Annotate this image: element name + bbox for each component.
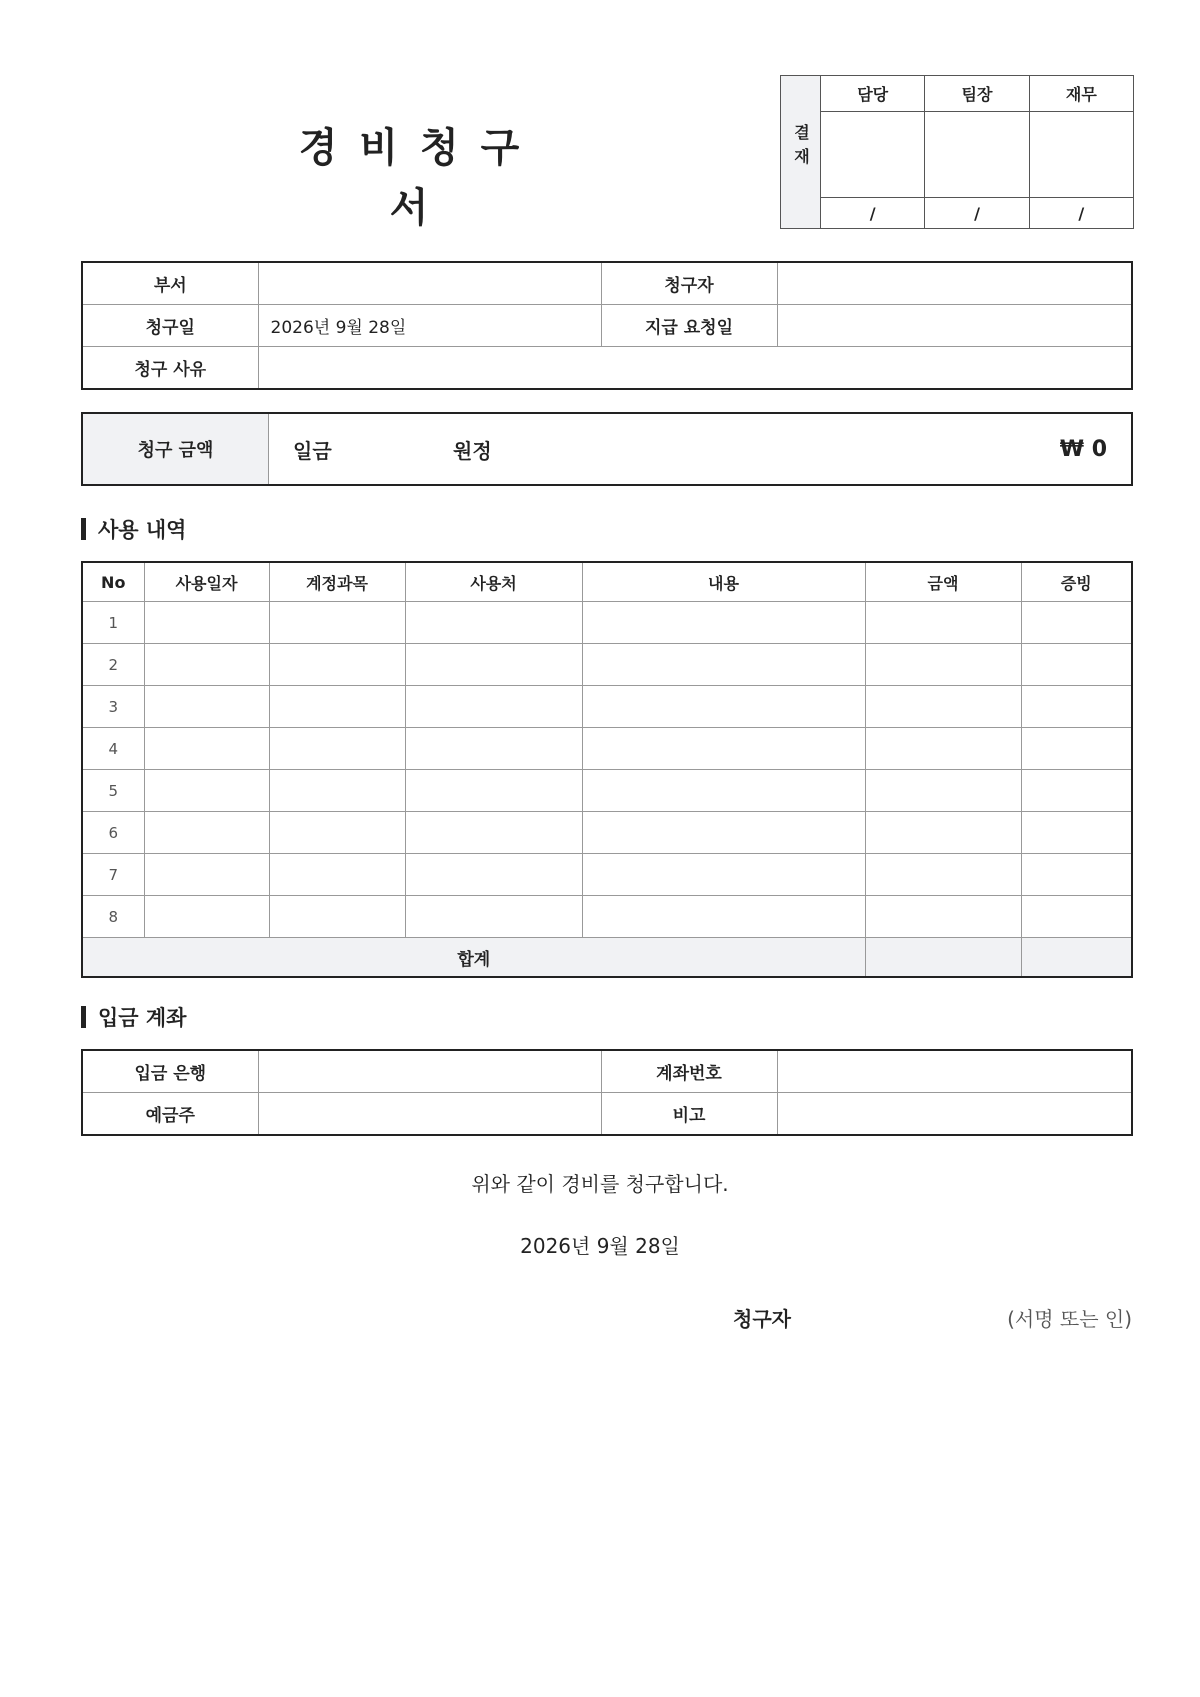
row-amount-cell[interactable] (865, 602, 1021, 644)
row-receipt-cell[interactable] (1021, 686, 1132, 728)
row-description-cell[interactable] (582, 728, 865, 770)
row-amount-cell[interactable] (865, 644, 1021, 686)
row-amount-cell[interactable] (865, 854, 1021, 896)
account-heading-text: 입금 계좌 (98, 1006, 187, 1030)
heading-bar (81, 518, 86, 540)
row-date-cell[interactable] (144, 602, 269, 644)
usage-table (81, 561, 1133, 978)
row-amount-cell[interactable] (865, 686, 1021, 728)
approval-side-label: 결재 (781, 76, 821, 229)
approval-role-lead: 팀장 (925, 76, 1029, 112)
account-section-heading (81, 1002, 186, 1032)
amount-suffix: 원정 (453, 438, 492, 463)
table-row (82, 602, 1132, 644)
row-receipt-cell[interactable] (1021, 728, 1132, 770)
row-vendor-cell[interactable] (405, 770, 582, 812)
row-date-cell[interactable] (144, 644, 269, 686)
row-receipt-cell[interactable] (1021, 896, 1132, 938)
column-header-date: 사용일자 (144, 562, 269, 602)
table-row (82, 686, 1132, 728)
signer-label: 청구자 (733, 1307, 791, 1331)
row-amount-cell[interactable] (865, 728, 1021, 770)
account-number-label: 계좌번호 (601, 1050, 777, 1093)
table-row (82, 770, 1132, 812)
claim-amount-box (81, 412, 1133, 486)
row-account-cell[interactable] (269, 770, 405, 812)
heading-bar (81, 1006, 86, 1028)
reason-field[interactable] (258, 347, 1132, 390)
signature-hint[interactable]: (서명 또는 인) (1007, 1307, 1132, 1331)
approval-date-staff[interactable]: / (821, 198, 925, 229)
row-description-cell[interactable] (582, 812, 865, 854)
account-holder-label: 예금주 (82, 1093, 258, 1136)
column-header-amount: 금액 (865, 562, 1021, 602)
row-description-cell[interactable] (582, 896, 865, 938)
bank-label: 입금 은행 (82, 1050, 258, 1093)
note-field[interactable] (777, 1093, 1132, 1136)
payment-date-field[interactable] (777, 305, 1132, 347)
row-receipt-cell[interactable] (1021, 812, 1132, 854)
bank-field[interactable] (258, 1050, 601, 1093)
row-no-cell: 1 (82, 602, 144, 644)
row-description-cell[interactable] (582, 644, 865, 686)
column-header-receipt: 증빙 (1021, 562, 1132, 602)
row-date-cell[interactable] (144, 854, 269, 896)
claim-date-label: 청구일 (82, 305, 258, 347)
row-vendor-cell[interactable] (405, 854, 582, 896)
reason-label: 청구 사유 (82, 347, 258, 390)
column-header-description: 내용 (582, 562, 865, 602)
approval-sign-finance[interactable] (1029, 111, 1133, 198)
row-amount-cell[interactable] (865, 896, 1021, 938)
department-label: 부서 (82, 262, 258, 305)
approval-box (780, 75, 1134, 229)
note-label: 비고 (601, 1093, 777, 1136)
approval-sign-lead[interactable] (925, 111, 1029, 198)
account-holder-field[interactable] (258, 1093, 601, 1136)
column-header-account: 계정과목 (269, 562, 405, 602)
row-date-cell[interactable] (144, 728, 269, 770)
row-vendor-cell[interactable] (405, 896, 582, 938)
claim-amount-label: 청구 금액 (83, 414, 269, 484)
row-date-cell[interactable] (144, 896, 269, 938)
row-description-cell[interactable] (582, 686, 865, 728)
row-date-cell[interactable] (144, 812, 269, 854)
row-account-cell[interactable] (269, 644, 405, 686)
claimant-field[interactable] (777, 262, 1132, 305)
approval-role-finance: 재무 (1029, 76, 1133, 112)
row-account-cell[interactable] (269, 686, 405, 728)
row-description-cell[interactable] (582, 602, 865, 644)
row-vendor-cell[interactable] (405, 644, 582, 686)
row-receipt-cell[interactable] (1021, 602, 1132, 644)
row-account-cell[interactable] (269, 728, 405, 770)
row-account-cell[interactable] (269, 812, 405, 854)
usage-section-heading (81, 514, 186, 544)
approval-sign-staff[interactable] (821, 111, 925, 198)
row-date-cell[interactable] (144, 686, 269, 728)
claim-info-table (81, 261, 1133, 390)
approval-role-staff: 담당 (821, 76, 925, 112)
total-receipt-cell[interactable] (1021, 938, 1132, 978)
row-vendor-cell[interactable] (405, 602, 582, 644)
page-title: 경비청구서 (298, 125, 542, 231)
column-header-vendor: 사용처 (405, 562, 582, 602)
row-account-cell[interactable] (269, 896, 405, 938)
claim-amount-field[interactable] (269, 414, 1131, 484)
row-no-cell: 7 (82, 854, 144, 896)
payment-date-label: 지급 요청일 (601, 305, 777, 347)
account-number-field[interactable] (777, 1050, 1132, 1093)
claim-statement: 위와 같이 경비를 청구합니다. (471, 1172, 729, 1196)
row-no-cell: 3 (82, 686, 144, 728)
row-vendor-cell[interactable] (405, 812, 582, 854)
row-no-cell: 5 (82, 770, 144, 812)
table-row (82, 644, 1132, 686)
amount-value: ₩ 0 (1059, 436, 1107, 462)
department-field[interactable] (258, 262, 601, 305)
row-receipt-cell[interactable] (1021, 770, 1132, 812)
total-amount-cell[interactable] (865, 938, 1021, 978)
row-vendor-cell[interactable] (405, 686, 582, 728)
claimant-label: 청구자 (601, 262, 777, 305)
row-no-cell: 6 (82, 812, 144, 854)
usage-heading-text: 사용 내역 (98, 518, 187, 542)
amount-prefix: 일금 (293, 438, 332, 463)
total-row (82, 938, 1132, 978)
row-no-cell: 2 (82, 644, 144, 686)
row-amount-cell[interactable] (865, 812, 1021, 854)
row-no-cell: 4 (82, 728, 144, 770)
table-row (82, 896, 1132, 938)
total-label: 합계 (82, 938, 865, 978)
table-row (82, 812, 1132, 854)
row-receipt-cell[interactable] (1021, 644, 1132, 686)
row-date-cell[interactable] (144, 770, 269, 812)
row-amount-cell[interactable] (865, 770, 1021, 812)
footer-date: 2026년 9월 28일 (520, 1234, 680, 1258)
approval-date-finance[interactable]: / (1029, 198, 1133, 229)
row-description-cell[interactable] (582, 770, 865, 812)
row-no-cell: 8 (82, 896, 144, 938)
table-row (82, 728, 1132, 770)
approval-date-lead[interactable]: / (925, 198, 1029, 229)
row-account-cell[interactable] (269, 854, 405, 896)
row-vendor-cell[interactable] (405, 728, 582, 770)
account-table (81, 1049, 1133, 1136)
row-receipt-cell[interactable] (1021, 854, 1132, 896)
table-row (82, 854, 1132, 896)
row-account-cell[interactable] (269, 602, 405, 644)
row-description-cell[interactable] (582, 854, 865, 896)
claim-date-field[interactable]: 2026년 9월 28일 (258, 305, 601, 347)
column-header-no: No (82, 562, 144, 602)
